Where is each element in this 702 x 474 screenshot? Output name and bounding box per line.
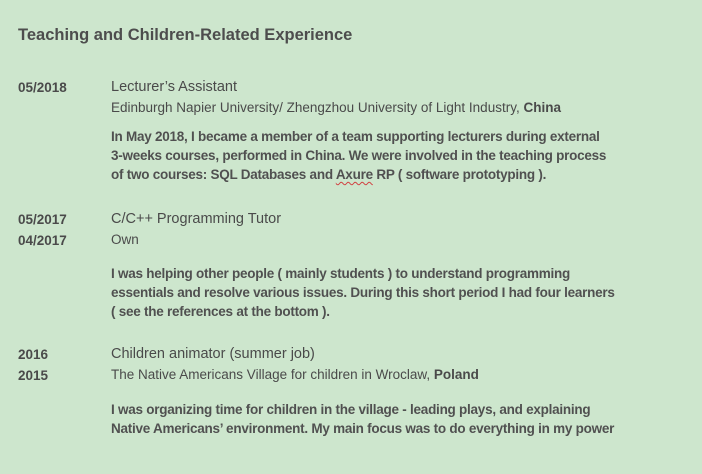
entry-organization (111, 100, 561, 115)
description-line: Native Americans’ environment. My main focus was to do everything in my power (111, 421, 615, 436)
entry-date-end: 2016 (18, 347, 49, 362)
description-line: I was helping other people ( mainly students ) to understand programming (111, 266, 571, 281)
entry-role: Lecturer’s Assistant (111, 79, 237, 95)
spellcheck-underlined-word: Axure (335, 167, 373, 182)
entry-date-start: 04/2017 (18, 233, 67, 248)
description-line: In May 2018, I became a member of a team supporting lecturers during external (111, 129, 600, 144)
section-title: Teaching and Children-Related Experience (18, 26, 353, 44)
description-fragment: RP ( software prototyping ). (372, 167, 547, 182)
entry-date-start: 05/2018 (18, 80, 67, 95)
description-line: 3-weeks courses, performed in China. We were involved in the teaching process (111, 148, 607, 163)
org-name: The Native Americans Village for children in Wroclaw, (111, 367, 431, 382)
description-line (111, 165, 681, 184)
org-country: China (519, 100, 561, 115)
org-name: Own (111, 232, 139, 247)
entry-role: Children animator (summer job) (111, 346, 315, 362)
description-line: ( see the references at the bottom ). (111, 304, 330, 319)
entry-organization (111, 367, 479, 382)
org-name: Edinburgh Napier University/ Zhengzhou University of Light Industry, (111, 100, 520, 115)
org-country: Poland (430, 367, 479, 382)
entry-description (111, 264, 681, 321)
description-fragment: of two courses: SQL Databases and (111, 167, 336, 182)
entry-description (111, 127, 681, 184)
entry-date-start: 2015 (18, 368, 49, 383)
description-line: essentials and resolve various issues. During this short period I had four learners (111, 285, 615, 300)
entry-organization (111, 232, 139, 247)
entry-role: C/C++ Programming Tutor (111, 211, 282, 227)
description-line: I was organizing time for children in the village - leading plays, and explaining (111, 402, 591, 417)
entry-description (111, 400, 681, 438)
entry-date-end: 05/2017 (18, 212, 67, 227)
